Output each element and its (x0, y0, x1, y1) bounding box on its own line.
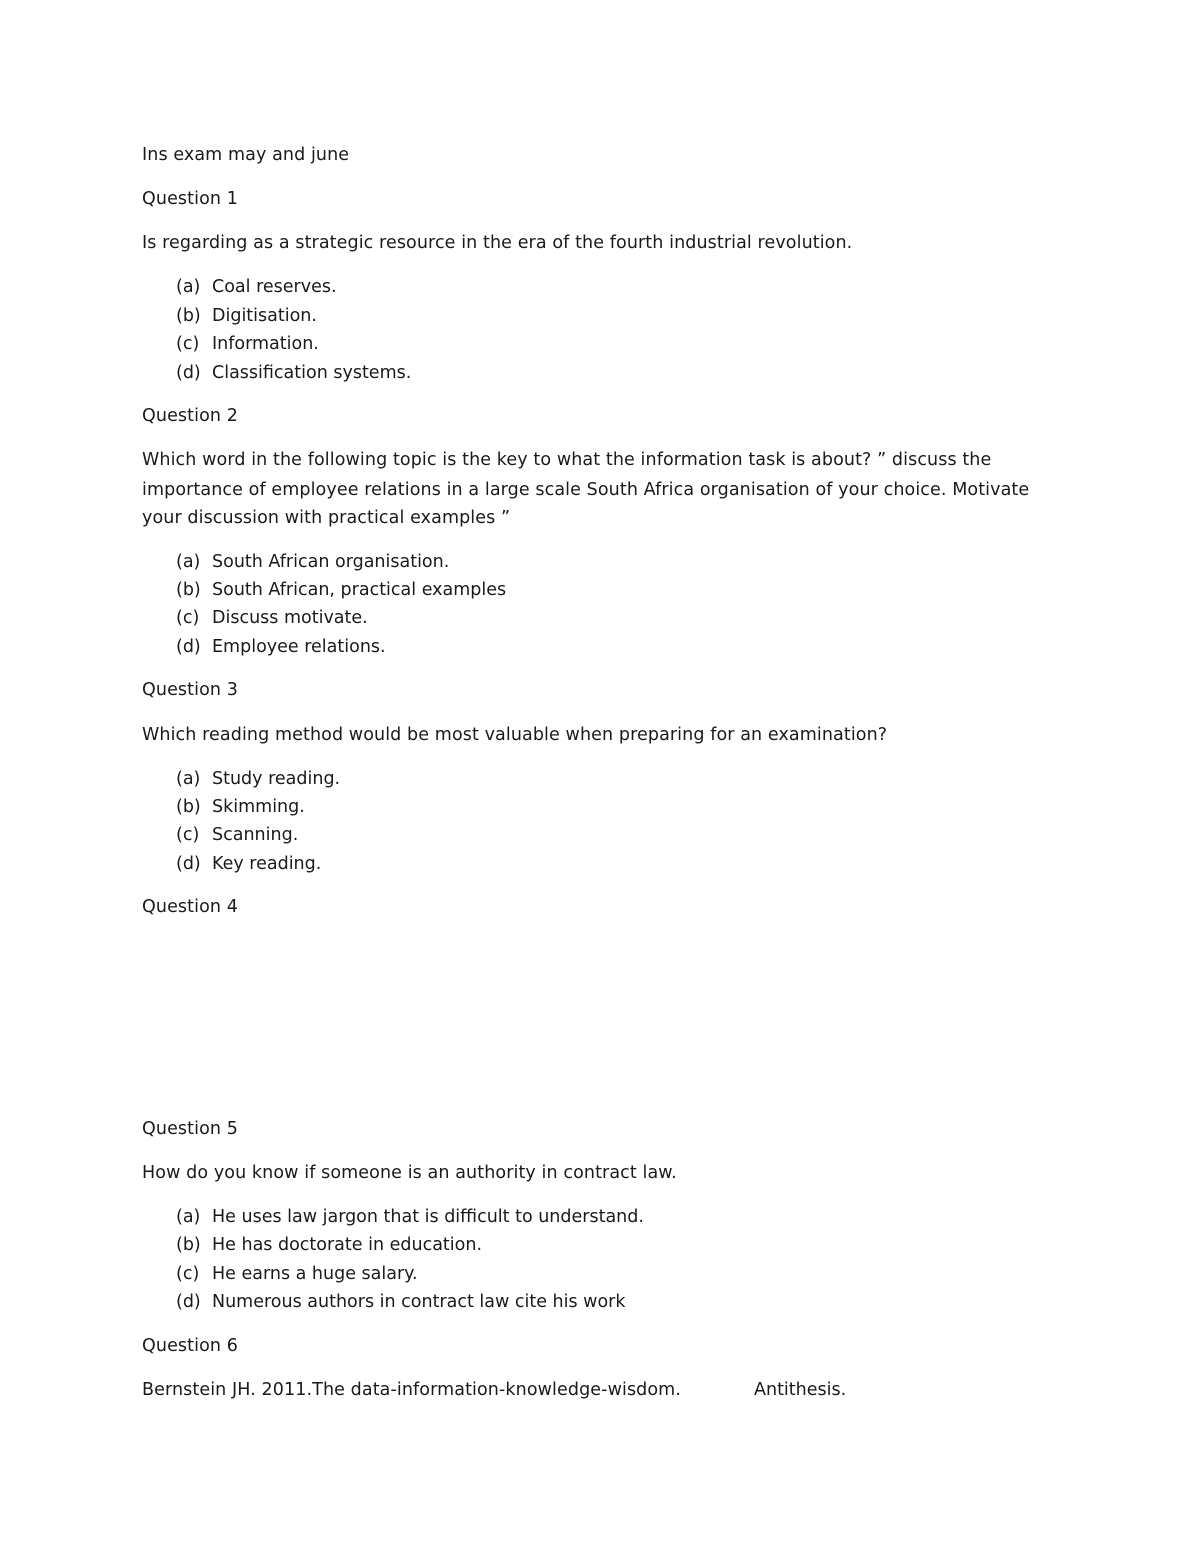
question-1-option-d-letter: (d) (176, 363, 201, 383)
question-5-option-b: He has doctorate in education. (212, 1235, 483, 1255)
question-6-prompt: Bernstein JH. 2011.The data-information-knowledge-wisdom. (142, 1380, 681, 1400)
question-4-heading: Question 4 (142, 897, 238, 917)
question-2-prompt-line-1: Which word in the following topic is the key to what the information task is about? ” discuss the (142, 450, 992, 470)
question-5-heading: Question 5 (142, 1119, 238, 1139)
question-5-option-a: He uses law jargon that is difficult to understand. (212, 1207, 644, 1227)
question-2-option-d: Employee relations. (212, 637, 386, 657)
question-3-option-b-letter: (b) (176, 797, 201, 817)
question-2-option-c-letter: (c) (176, 608, 200, 628)
question-1-option-a-letter: (a) (176, 277, 201, 297)
question-5-option-c: He earns a huge salary. (212, 1264, 418, 1284)
question-3-option-a: Study reading. (212, 769, 341, 789)
question-3-option-a-letter: (a) (176, 769, 201, 789)
question-5-prompt: How do you know if someone is an authority in contract law. (142, 1163, 677, 1183)
question-2-option-a: South African organisation. (212, 552, 450, 572)
question-1-prompt: Is regarding as a strategic resource in the era of the fourth industrial revolution. (142, 233, 853, 253)
question-6-heading: Question 6 (142, 1336, 238, 1356)
document-title: Ins exam may and june (142, 145, 350, 165)
question-3-heading: Question 3 (142, 680, 238, 700)
question-2-option-a-letter: (a) (176, 552, 201, 572)
question-2-option-d-letter: (d) (176, 637, 201, 657)
question-3-option-c: Scanning. (212, 825, 299, 845)
question-2-prompt-line-2: importance of employee relations in a large scale South Africa organisation of your choice. Motivate (142, 480, 1030, 500)
question-1-heading: Question 1 (142, 189, 238, 209)
question-2-prompt-line-3: your discussion with practical examples ” (142, 508, 511, 528)
question-5-option-a-letter: (a) (176, 1207, 201, 1227)
question-3-option-c-letter: (c) (176, 825, 200, 845)
question-1-option-a: Coal reserves. (212, 277, 337, 297)
question-2-heading: Question 2 (142, 406, 238, 426)
question-3-prompt: Which reading method would be most valuable when preparing for an examination? (142, 725, 888, 745)
question-5-option-b-letter: (b) (176, 1235, 201, 1255)
question-6-tab-text: Antithesis. (754, 1380, 847, 1400)
question-5-option-d-letter: (d) (176, 1292, 201, 1312)
question-1-option-c: Information. (212, 334, 319, 354)
question-2-option-b: South African, practical examples (212, 580, 507, 600)
question-1-option-d: Classification systems. (212, 363, 412, 383)
question-3-option-d: Key reading. (212, 854, 322, 874)
question-2-option-c: Discuss motivate. (212, 608, 368, 628)
question-3-option-b: Skimming. (212, 797, 305, 817)
question-3-option-d-letter: (d) (176, 854, 201, 874)
question-5-option-c-letter: (c) (176, 1264, 200, 1284)
question-1-option-c-letter: (c) (176, 334, 200, 354)
question-1-option-b-letter: (b) (176, 306, 201, 326)
question-5-option-d: Numerous authors in contract law cite his work (212, 1292, 626, 1312)
question-2-option-b-letter: (b) (176, 580, 201, 600)
question-1-option-b: Digitisation. (212, 306, 317, 326)
